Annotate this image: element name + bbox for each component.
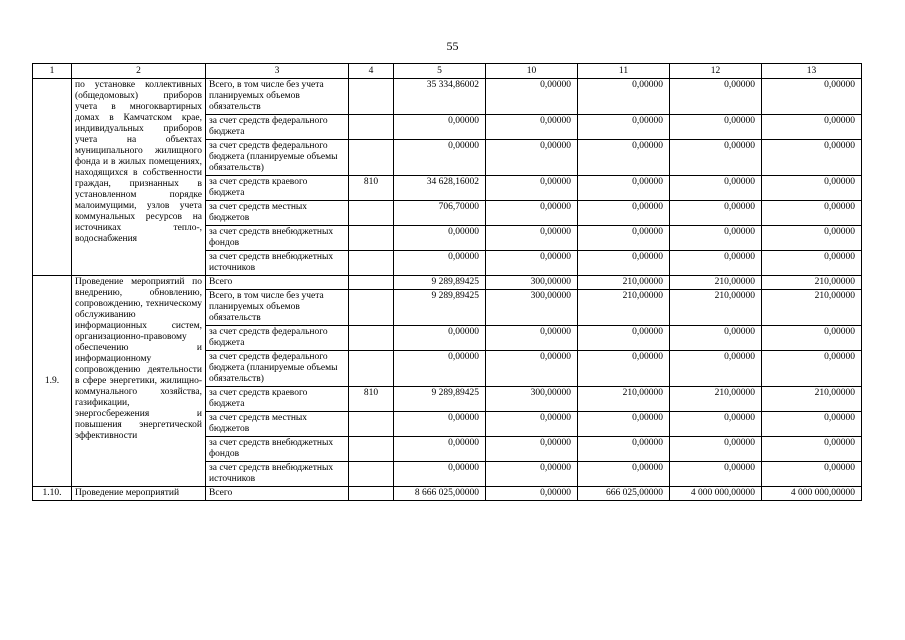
value-col-11: 0,00000 [578,251,670,276]
budget-code [349,351,394,387]
value-col-5: 9 289,89425 [394,276,486,290]
value-col-13: 0,00000 [762,251,862,276]
value-col-10: 0,00000 [486,462,578,487]
value-col-11: 666 025,00000 [578,487,670,501]
value-col-10: 0,00000 [486,140,578,176]
value-col-12: 0,00000 [670,326,762,351]
value-col-5: 706,70000 [394,201,486,226]
value-col-11: 210,00000 [578,387,670,412]
value-col-11: 0,00000 [578,140,670,176]
value-col-5: 0,00000 [394,326,486,351]
budget-code [349,115,394,140]
value-col-10: 300,00000 [486,387,578,412]
value-col-12: 0,00000 [670,437,762,462]
value-col-12: 0,00000 [670,140,762,176]
budget-code [349,462,394,487]
budget-code [349,201,394,226]
budget-code [349,326,394,351]
budget-code [349,79,394,115]
value-col-10: 0,00000 [486,326,578,351]
value-col-11: 0,00000 [578,79,670,115]
value-col-11: 0,00000 [578,412,670,437]
value-col-10: 0,00000 [486,351,578,387]
value-col-12: 0,00000 [670,462,762,487]
column-header: 12 [670,64,762,79]
value-col-10: 300,00000 [486,276,578,290]
column-header: 10 [486,64,578,79]
item-number [33,79,72,276]
column-header: 1 [33,64,72,79]
value-col-13: 4 000 000,00000 [762,487,862,501]
budget-code [349,290,394,326]
measure-name: Проведение мероприятий [72,487,206,501]
value-col-5: 34 628,16002 [394,176,486,201]
value-col-12: 0,00000 [670,251,762,276]
value-col-12: 210,00000 [670,290,762,326]
value-col-5: 9 289,89425 [394,387,486,412]
value-col-11: 0,00000 [578,326,670,351]
budget-code [349,140,394,176]
column-header: 13 [762,64,862,79]
value-col-12: 210,00000 [670,387,762,412]
funding-source: Всего, в том числе без учета планируемых объемов обязательств [206,290,349,326]
value-col-11: 0,00000 [578,351,670,387]
value-col-13: 210,00000 [762,290,862,326]
column-header: 4 [349,64,394,79]
funding-source: Всего [206,487,349,501]
value-col-11: 0,00000 [578,437,670,462]
funding-source: за счет средств краевого бюджета [206,176,349,201]
table-row [33,79,862,115]
funding-source: за счет средств внебюджетных источников [206,462,349,487]
budget-code [349,251,394,276]
measure-name: по установке коллективных (общедомовых) приборов учета в многоквартирных домах в Камчатском крае, индивидуальных приборов учета на объектах муниципального жилищного фонда и в жилых помещениях, находящихся в собственности граждан, признанных в установленном порядке малоимущими, узлов учета коммунальных ресурсов на источниках тепло-, водоснабжения [72,79,206,276]
funding-source: за счет средств внебюджетных фондов [206,437,349,462]
column-header: 2 [72,64,206,79]
value-col-13: 0,00000 [762,412,862,437]
value-col-10: 0,00000 [486,251,578,276]
budget-code [349,487,394,501]
value-col-10: 0,00000 [486,412,578,437]
funding-source: за счет средств федерального бюджета [206,326,349,351]
measure-name: Проведение мероприятий по внедрению, обновлению, сопровождению, техническому обслуживанию информационных систем, организационно-правовому обеспечению и информационному сопровождению деятельности в сфере энергетики, жилищно-коммунального хозяйства, газификации, энергосбережения и повышения энергетической эффективности [72,276,206,487]
value-col-12: 210,00000 [670,276,762,290]
value-col-11: 210,00000 [578,276,670,290]
budget-code [349,437,394,462]
value-col-10: 0,00000 [486,79,578,115]
value-col-12: 0,00000 [670,176,762,201]
financing-table [32,63,862,501]
funding-source: Всего [206,276,349,290]
value-col-12: 0,00000 [670,79,762,115]
value-col-11: 0,00000 [578,226,670,251]
value-col-12: 0,00000 [670,201,762,226]
column-header: 11 [578,64,670,79]
value-col-13: 0,00000 [762,351,862,387]
value-col-5: 0,00000 [394,226,486,251]
table-row [33,276,862,290]
value-col-12: 0,00000 [670,412,762,437]
value-col-10: 0,00000 [486,115,578,140]
funding-source: Всего, в том числе без учета планируемых объемов обязательств [206,79,349,115]
value-col-10: 0,00000 [486,437,578,462]
budget-code: 810 [349,176,394,201]
value-col-5: 0,00000 [394,140,486,176]
value-col-13: 210,00000 [762,387,862,412]
value-col-11: 0,00000 [578,201,670,226]
value-col-12: 0,00000 [670,226,762,251]
value-col-13: 0,00000 [762,201,862,226]
funding-source: за счет средств внебюджетных фондов [206,226,349,251]
value-col-13: 0,00000 [762,115,862,140]
funding-source: за счет средств краевого бюджета [206,387,349,412]
funding-source: за счет средств местных бюджетов [206,201,349,226]
value-col-5: 9 289,89425 [394,290,486,326]
item-number: 1.10. [33,487,72,501]
value-col-10: 0,00000 [486,201,578,226]
value-col-5: 0,00000 [394,412,486,437]
column-header: 3 [206,64,349,79]
value-col-5: 8 666 025,00000 [394,487,486,501]
budget-code [349,276,394,290]
value-col-13: 0,00000 [762,79,862,115]
funding-source: за счет средств федерального бюджета [206,115,349,140]
funding-source: за счет средств федерального бюджета (планируемые объемы обязательств) [206,351,349,387]
value-col-13: 0,00000 [762,226,862,251]
value-col-5: 0,00000 [394,115,486,140]
value-col-10: 0,00000 [486,226,578,251]
value-col-13: 0,00000 [762,437,862,462]
value-col-5: 0,00000 [394,251,486,276]
value-col-12: 0,00000 [670,115,762,140]
funding-source: за счет средств внебюджетных источников [206,251,349,276]
value-col-5: 0,00000 [394,437,486,462]
value-col-10: 300,00000 [486,290,578,326]
funding-source: за счет средств федерального бюджета (планируемые объемы обязательств) [206,140,349,176]
value-col-5: 0,00000 [394,462,486,487]
funding-source: за счет средств местных бюджетов [206,412,349,437]
column-number-row [33,64,862,79]
value-col-12: 0,00000 [670,351,762,387]
value-col-13: 0,00000 [762,462,862,487]
value-col-13: 0,00000 [762,140,862,176]
column-header: 5 [394,64,486,79]
table-row [33,487,862,501]
value-col-11: 210,00000 [578,290,670,326]
value-col-10: 0,00000 [486,487,578,501]
value-col-5: 35 334,86002 [394,79,486,115]
value-col-5: 0,00000 [394,351,486,387]
value-col-13: 0,00000 [762,326,862,351]
budget-code: 810 [349,387,394,412]
budget-code [349,412,394,437]
value-col-11: 0,00000 [578,462,670,487]
item-number: 1.9. [33,276,72,487]
value-col-13: 0,00000 [762,176,862,201]
budget-code [349,226,394,251]
value-col-11: 0,00000 [578,115,670,140]
value-col-13: 210,00000 [762,276,862,290]
value-col-11: 0,00000 [578,176,670,201]
value-col-12: 4 000 000,00000 [670,487,762,501]
page-number: 55 [446,39,459,53]
value-col-10: 0,00000 [486,176,578,201]
